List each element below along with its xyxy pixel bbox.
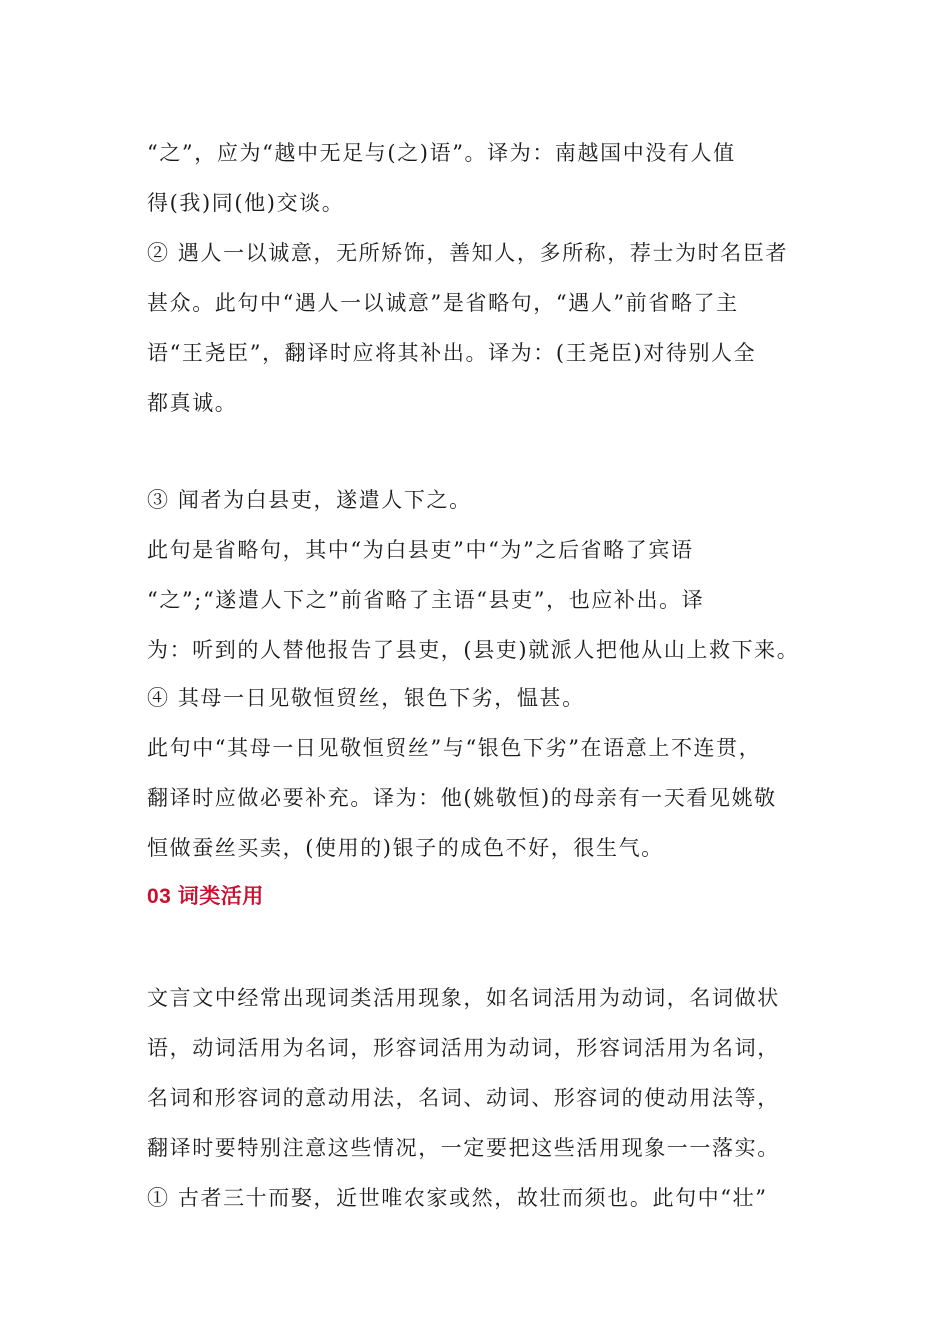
text-line: ① 古者三十而娶，近世唯农家或然，故壮而须也。此句中“壮”: [147, 1186, 768, 1210]
text-line: 语，动词活用为名词，形容词活用为动词，形容词活用为名词，: [147, 1036, 780, 1060]
text-line: ④ 其母一日见敬恒贸丝，银色下劣，愠甚。: [147, 686, 585, 710]
text-line: 翻译时要特别注意这些情况，一定要把这些活用现象一一落实。: [147, 1136, 780, 1160]
text-line: 语“王尧臣”，翻译时应将其补出。译为：(王尧臣)对待别人全: [147, 341, 757, 365]
text-line: 甚众。此句中“遇人一以诚意”是省略句，“遇人”前省略了主: [147, 291, 739, 315]
text-line: “之”，应为“越中无足与(之)语”。译为：南越国中没有人值: [147, 141, 736, 165]
text-line: 文言文中经常出现词类活用现象，如名词活用为动词，名词做状: [147, 986, 780, 1010]
text-line: 名词和形容词的意动用法，名词、动词、形容词的使动用法等，: [147, 1086, 780, 1110]
text-line: ③ 闻者为白县吏，遂遣人下之。: [147, 488, 472, 512]
text-line: 恒做蚕丝买卖，(使用的)银子的成色不好，很生气。: [147, 836, 664, 860]
text-line: 此句中“其母一日见敬恒贸丝”与“银色下劣”在语意上不连贯，: [147, 736, 762, 760]
text-line: “之”;“遂遣人下之”前省略了主语“县吏”，也应补出。译: [147, 588, 705, 612]
text-line: 此句是省略句，其中“为白县吏”中“为”之后省略了宾语: [147, 538, 694, 562]
text-line: ② 遇人一以诚意，无所矫饰，善知人，多所称，荐士为时名臣者: [147, 241, 789, 265]
text-line: 得(我)同(他)交谈。: [147, 191, 345, 215]
section-heading: 03 词类活用: [147, 885, 264, 908]
text-line: 翻译时应做必要补充。译为：他(姚敬恒)的母亲有一天看见姚敬: [147, 786, 777, 810]
text-line: 都真诚。: [147, 391, 238, 415]
text-line: 为：听到的人替他报告了县吏，(县吏)就派人把他从山上救下来。: [147, 638, 800, 662]
